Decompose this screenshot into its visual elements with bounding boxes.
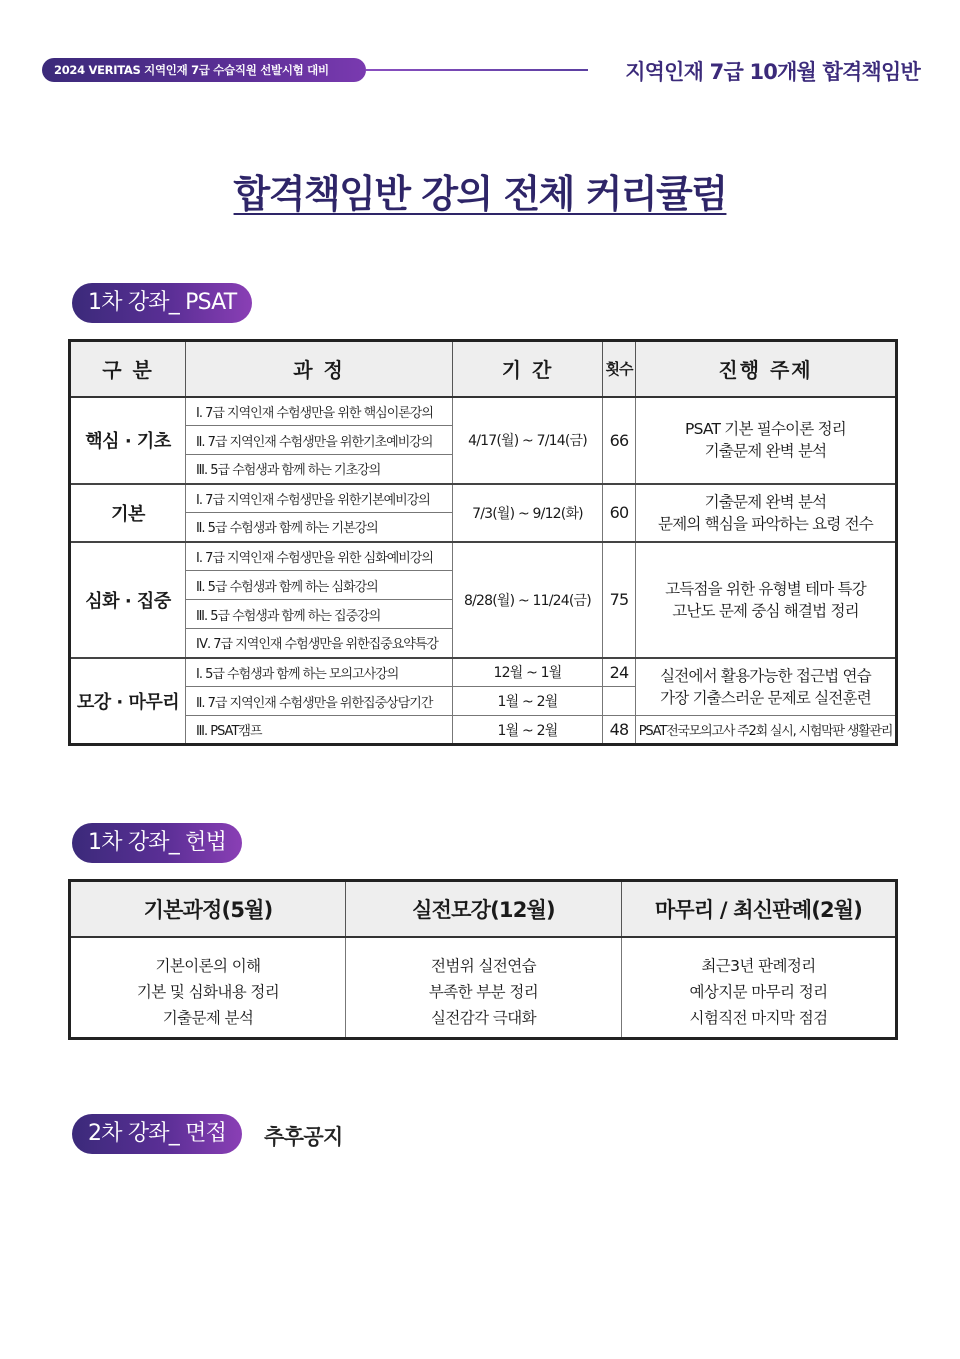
course-cell: Ⅰ. 7급 지역인재 수험생만을 위한 핵심이론강의 — [186, 397, 453, 426]
category-cell: 심화 · 집중 — [70, 542, 186, 658]
topic-cell: PSAT전국모의고사 주2회 실시, 시험막판 생활관리 — [636, 716, 897, 745]
category-cell: 기본 — [70, 484, 186, 542]
course-cell: Ⅱ. 5급 수험생과 함께 하는 기본강의 — [186, 513, 453, 542]
period-cell: 7/3(월) ~ 9/12(화) — [453, 484, 603, 542]
course-cell: Ⅱ. 5급 수험생과 함께 하는 심화강의 — [186, 571, 453, 600]
header-divider — [366, 69, 588, 71]
list-item: 부족한 부분 정리 — [428, 982, 539, 1001]
header-count: 횟수 — [603, 341, 636, 397]
section-interview-label: 2차 강좌_ 면접 — [72, 1114, 242, 1154]
period-cell: 8/28(월) ~ 11/24(금) — [453, 542, 603, 658]
course-cell: Ⅰ. 7급 지역인재 수험생만을 위한 심화예비강의 — [186, 542, 453, 571]
table-header-row — [70, 341, 897, 397]
psat-curriculum-table — [68, 339, 898, 746]
period-cell: 12월 ~ 1월 — [453, 658, 603, 687]
table-row — [70, 542, 897, 571]
header-topic: 진행 주제 — [636, 341, 897, 397]
header-period: 기 간 — [453, 341, 603, 397]
category-cell: 핵심 · 기초 — [70, 397, 186, 484]
list-item: 기출문제 분석 — [162, 1008, 254, 1027]
course-cell: Ⅲ. PSAT캠프 — [186, 716, 453, 745]
table-row — [70, 658, 897, 687]
topic-cell — [636, 484, 897, 542]
count-cell: 75 — [603, 542, 636, 658]
column-header: 실전모강(12월) — [346, 881, 622, 937]
header-category: 구 분 — [70, 341, 186, 397]
column-content — [622, 937, 897, 1039]
list-item: 예상지문 마무리 정리 — [689, 982, 828, 1001]
course-cell: Ⅰ. 5급 수험생과 함께 하는 모의고사강의 — [186, 658, 453, 687]
table-row — [70, 937, 897, 1039]
table-header-row — [70, 881, 897, 937]
table-row — [70, 716, 897, 745]
list-item: 기본이론의 이해 — [155, 956, 261, 975]
list-item: 전범위 실전연습 — [431, 956, 536, 975]
constitution-table — [68, 879, 898, 1040]
column-content — [346, 937, 622, 1039]
column-header: 마무리 / 최신판례(2월) — [622, 881, 897, 937]
table-row — [70, 397, 897, 426]
column-header: 기본과정(5월) — [70, 881, 346, 937]
topic-cell — [636, 542, 897, 658]
list-item: 시험직전 마지막 점검 — [689, 1008, 828, 1027]
list-item: 최근3년 판례정리 — [701, 956, 816, 975]
topic-line: 기출문제 완벽 분석 — [704, 442, 827, 460]
section-constitution-label: 1차 강좌_ 헌법 — [72, 823, 242, 863]
topic-line: 고난도 문제 중심 해결법 정리 — [672, 601, 859, 620]
page-title-text: 합격책임반 강의 전체 커리큘럼 — [233, 172, 727, 216]
list-item: 기본 및 심화내용 정리 — [136, 982, 280, 1001]
topic-line: PSAT 기본 필수이론 정리 — [685, 420, 846, 438]
interview-note: 추후공지 — [264, 1125, 343, 1149]
table-row — [70, 484, 897, 513]
count-cell: 48 — [603, 716, 636, 745]
course-cell: Ⅱ. 7급 지역인재 수험생만을 위한집중상담기간 — [186, 687, 453, 716]
header-badge: 2024 VERITAS 지역인재 7급 수습직원 선발시험 대비 — [42, 58, 366, 82]
topic-line: 실전에서 활용가능한 접근법 연습 — [660, 666, 871, 685]
topic-line: 가장 기출스러운 문제로 실전훈련 — [660, 688, 871, 707]
category-cell: 모강 · 마무리 — [70, 658, 186, 745]
count-cell: 24 — [603, 658, 636, 687]
topic-line: 문제의 핵심을 파악하는 요령 전수 — [658, 514, 873, 533]
period-cell: 4/17(월) ~ 7/14(금) — [453, 397, 603, 484]
program-name: 지역인재 7급 10개월 합격책임반 — [625, 60, 920, 84]
list-item: 실전감각 극대화 — [431, 1008, 536, 1027]
period-cell: 1월 ~ 2월 — [453, 716, 603, 745]
course-cell: Ⅱ. 7급 지역인재 수험생만을 위한기초예비강의 — [186, 426, 453, 455]
count-cell: 60 — [603, 484, 636, 542]
count-cell — [603, 687, 636, 716]
page-title — [0, 163, 960, 218]
course-cell: Ⅰ. 7급 지역인재 수험생만을 위한기본예비강의 — [186, 484, 453, 513]
course-cell: Ⅲ. 5급 수험생과 함께 하는 기초강의 — [186, 455, 453, 484]
section-psat-label: 1차 강좌_ PSAT — [72, 283, 252, 323]
topic-line: 고득점을 위한 유형별 테마 특강 — [665, 579, 866, 598]
course-cell: Ⅳ. 7급 지역인재 수험생만을 위한집중요약특강 — [186, 629, 453, 658]
count-cell: 66 — [603, 397, 636, 484]
header-course: 과 정 — [186, 341, 453, 397]
period-cell: 1월 ~ 2월 — [453, 687, 603, 716]
topic-cell — [636, 658, 897, 716]
topic-line: 기출문제 완벽 분석 — [704, 492, 827, 511]
topic-cell — [636, 397, 897, 484]
course-cell: Ⅲ. 5급 수험생과 함께 하는 집중강의 — [186, 600, 453, 629]
column-content — [70, 937, 346, 1039]
